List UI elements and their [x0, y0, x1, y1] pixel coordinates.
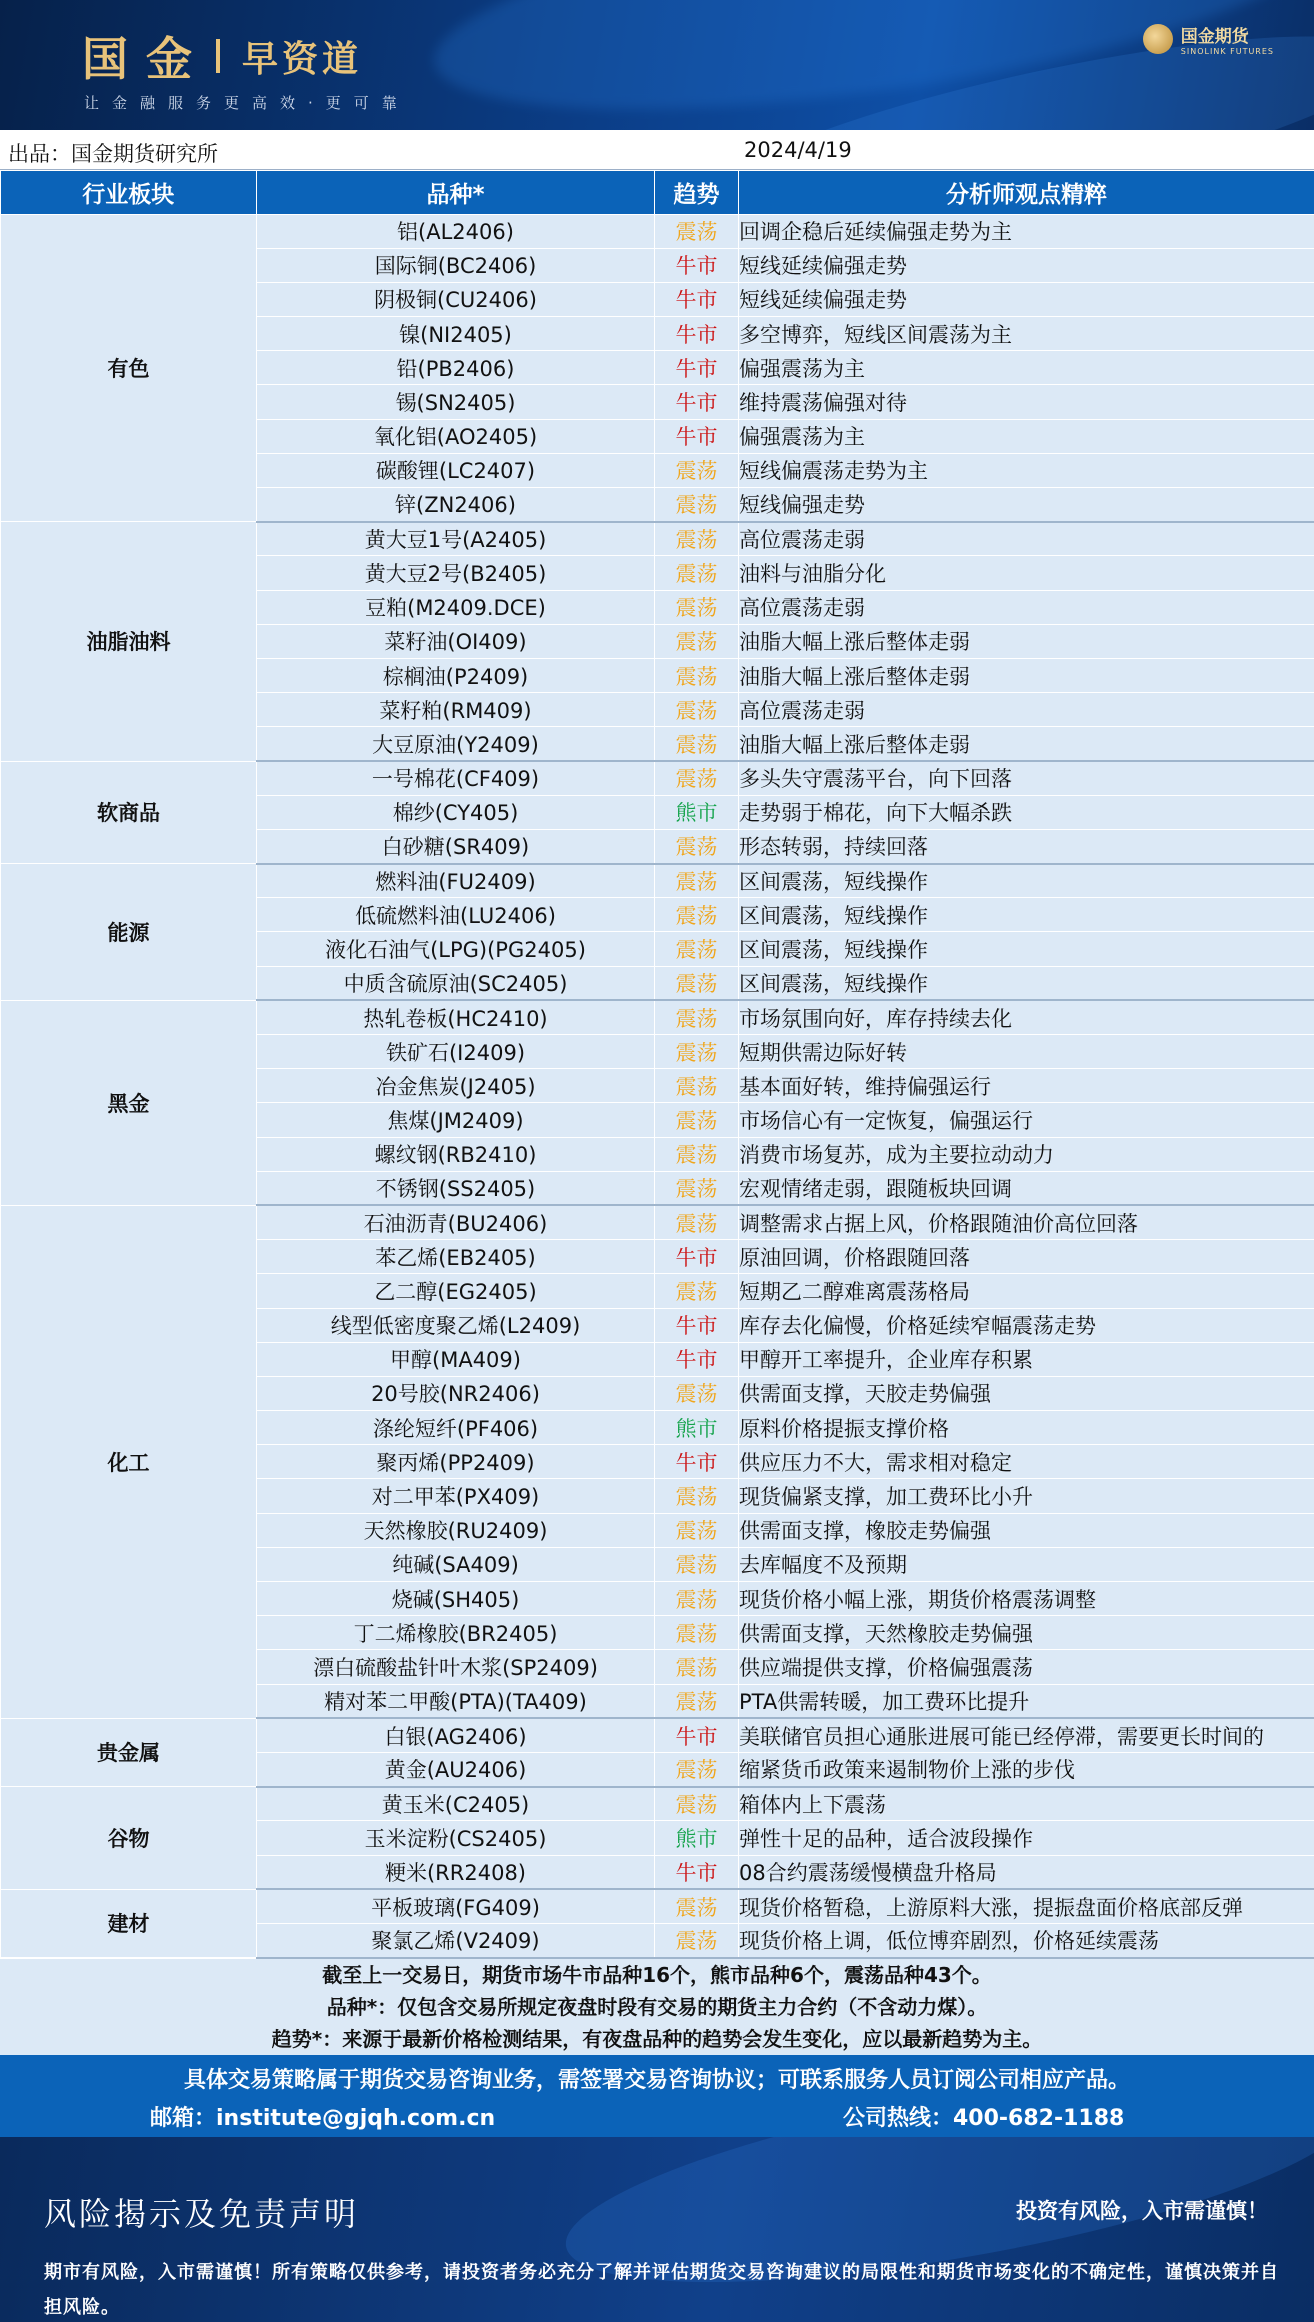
contact-hotline: 公司热线：400-682-1188	[843, 2106, 1125, 2131]
variety-cell: 玉米淀粉(CS2405)	[257, 1821, 655, 1855]
analyst-view-cell: PTA供需转暖，加工费环比提升	[739, 1684, 1314, 1718]
variety-cell: 平板玻璃(FG409)	[257, 1889, 655, 1923]
analyst-view-cell: 油脂大幅上涨后整体走弱	[739, 727, 1314, 761]
trend-cell: 震荡	[655, 693, 739, 727]
trend-cell: 牛市	[655, 1855, 739, 1889]
analyst-view-cell: 区间震荡，短线操作	[739, 864, 1314, 898]
variety-cell: 黄玉米(C2405)	[257, 1787, 655, 1821]
trend-cell: 震荡	[655, 1035, 739, 1069]
analyst-view-cell: 高位震荡走弱	[739, 522, 1314, 556]
trend-cell: 牛市	[655, 317, 739, 351]
analyst-view-cell: 多空博弈，短线区间震荡为主	[739, 317, 1314, 351]
trend-cell: 震荡	[655, 590, 739, 624]
analyst-view-cell: 偏强震荡为主	[739, 351, 1314, 385]
variety-cell: 白银(AG2406)	[257, 1718, 655, 1752]
trend-cell: 震荡	[655, 1376, 739, 1410]
analyst-view-cell: 多头失守震荡平台，向下回落	[739, 761, 1314, 795]
column-header-view: 分析师观点精粹	[739, 171, 1314, 214]
trend-cell: 牛市	[655, 1308, 739, 1342]
corner-brand-en: SINOLINK FUTURES	[1180, 47, 1274, 56]
trend-cell: 震荡	[655, 1547, 739, 1581]
variety-cell: 菜籽粕(RM409)	[257, 693, 655, 727]
disclaimer-panel	[0, 2137, 1314, 2322]
analyst-view-cell: 弹性十足的品种，适合波段操作	[739, 1821, 1314, 1855]
trend-cell: 牛市	[655, 419, 739, 453]
trend-cell: 震荡	[655, 1616, 739, 1650]
variety-cell: 粳米(RR2408)	[257, 1855, 655, 1889]
analyst-view-cell: 市场信心有一定恢复，偏强运行	[739, 1103, 1314, 1137]
trend-cell: 震荡	[655, 1684, 739, 1718]
variety-cell: 天然橡胶(RU2409)	[257, 1513, 655, 1547]
variety-cell: 大豆原油(Y2409)	[257, 727, 655, 761]
analyst-view-cell: 短线偏强走势	[739, 488, 1314, 522]
analyst-view-cell: 高位震荡走弱	[739, 693, 1314, 727]
sector-cell: 贵金属	[1, 1718, 257, 1786]
analyst-view-cell: 高位震荡走弱	[739, 590, 1314, 624]
sector-cell: 油脂油料	[1, 522, 257, 761]
table-row	[1, 1718, 1314, 1752]
variety-cell: 涤纶短纤(PF406)	[257, 1411, 655, 1445]
trend-cell: 牛市	[655, 1445, 739, 1479]
trend-cell: 牛市	[655, 1342, 739, 1376]
table-body	[1, 214, 1314, 1958]
variety-cell: 甲醇(MA409)	[257, 1342, 655, 1376]
variety-cell: 精对苯二甲酸(PTA)(TA409)	[257, 1684, 655, 1718]
variety-cell: 液化石油气(LPG)(PG2405)	[257, 932, 655, 966]
variety-cell: 聚丙烯(PP2409)	[257, 1445, 655, 1479]
variety-cell: 黄金(AU2406)	[257, 1752, 655, 1786]
analyst-view-cell: 美联储官员担心通胀进展可能已经停滞，需要更长时间的	[739, 1718, 1314, 1752]
source-label: 出品：国金期货研究所	[8, 142, 218, 166]
variety-cell: 铝(AL2406)	[257, 214, 655, 248]
analyst-view-cell: 调整需求占据上风，价格跟随油价高位回落	[739, 1205, 1314, 1239]
trend-cell: 震荡	[655, 1069, 739, 1103]
variety-cell: 漂白硫酸盐针叶木浆(SP2409)	[257, 1650, 655, 1684]
variety-cell: 苯乙烯(EB2405)	[257, 1240, 655, 1274]
strategy-table	[0, 171, 1314, 1959]
brand-divider	[216, 39, 220, 73]
table-row	[1, 1787, 1314, 1821]
trend-cell: 震荡	[655, 761, 739, 795]
header-banner	[0, 0, 1314, 130]
analyst-view-cell: 箱体内上下震荡	[739, 1787, 1314, 1821]
trend-footnote: 趋势*：来源于最新价格检测结果，有夜盘品种的趋势会发生变化，应以最新趋势为主。	[271, 2027, 1043, 2051]
trend-cell: 震荡	[655, 1171, 739, 1205]
analyst-view-cell: 油脂大幅上涨后整体走弱	[739, 624, 1314, 658]
analyst-view-cell: 供应端提供支撑，价格偏强震荡	[739, 1650, 1314, 1684]
variety-cell: 中质含硫原油(SC2405)	[257, 966, 655, 1000]
trend-cell: 震荡	[655, 1479, 739, 1513]
variety-cell: 豆粕(M2409.DCE)	[257, 590, 655, 624]
trend-cell: 牛市	[655, 248, 739, 282]
table-row	[1, 864, 1314, 898]
trend-cell: 震荡	[655, 1513, 739, 1547]
trend-cell: 震荡	[655, 966, 739, 1000]
analyst-view-cell: 基本面好转，维持偏强运行	[739, 1069, 1314, 1103]
risk-warning: 投资有风险，入市需谨慎！	[1016, 2199, 1268, 2223]
analyst-view-cell: 油脂大幅上涨后整体走弱	[739, 658, 1314, 692]
analyst-view-cell: 油料与油脂分化	[739, 556, 1314, 590]
trend-cell: 震荡	[655, 1650, 739, 1684]
variety-cell: 纯碱(SA409)	[257, 1547, 655, 1581]
trend-cell: 熊市	[655, 1821, 739, 1855]
corner-logo	[1143, 22, 1274, 56]
trend-cell: 震荡	[655, 1103, 739, 1137]
table-header-row	[1, 171, 1314, 214]
variety-cell: 一号棉花(CF409)	[257, 761, 655, 795]
variety-cell: 铁矿石(I2409)	[257, 1035, 655, 1069]
table-row	[1, 761, 1314, 795]
source-row	[0, 130, 1314, 170]
trend-cell: 震荡	[655, 1000, 739, 1034]
variety-cell: 螺纹钢(RB2410)	[257, 1137, 655, 1171]
variety-cell: 国际铜(BC2406)	[257, 248, 655, 282]
analyst-view-cell: 走势弱于棉花，向下大幅杀跌	[739, 795, 1314, 829]
variety-cell: 不锈钢(SS2405)	[257, 1171, 655, 1205]
trend-cell: 牛市	[655, 1240, 739, 1274]
variety-cell: 锡(SN2405)	[257, 385, 655, 419]
analyst-view-cell: 08合约震荡缓慢横盘升格局	[739, 1855, 1314, 1889]
analyst-view-cell: 消费市场复苏，成为主要拉动动力	[739, 1137, 1314, 1171]
trend-cell: 震荡	[655, 727, 739, 761]
variety-cell: 棉纱(CY405)	[257, 795, 655, 829]
trend-cell: 震荡	[655, 864, 739, 898]
variety-cell: 热轧卷板(HC2410)	[257, 1000, 655, 1034]
analyst-view-cell: 去库幅度不及预期	[739, 1547, 1314, 1581]
trend-cell: 震荡	[655, 829, 739, 863]
brand-logo: 国金	[82, 32, 210, 86]
analyst-view-cell: 区间震荡，短线操作	[739, 932, 1314, 966]
analyst-view-cell: 短线偏震荡走势为主	[739, 453, 1314, 487]
analyst-view-cell: 区间震荡，短线操作	[739, 966, 1314, 1000]
trend-cell: 震荡	[655, 488, 739, 522]
variety-cell: 燃料油(FU2409)	[257, 864, 655, 898]
analyst-view-cell: 原油回调，价格跟随回落	[739, 1240, 1314, 1274]
trend-cell: 震荡	[655, 214, 739, 248]
column-header-sector: 行业板块	[1, 171, 257, 214]
variety-cell: 冶金焦炭(J2405)	[257, 1069, 655, 1103]
variety-cell: 铅(PB2406)	[257, 351, 655, 385]
corner-brand-cn: 国金期货	[1180, 27, 1249, 47]
trend-cell: 震荡	[655, 453, 739, 487]
analyst-view-cell: 缩紧货币政策来遏制物价上涨的步伐	[739, 1752, 1314, 1786]
trend-cell: 震荡	[655, 624, 739, 658]
variety-cell: 菜籽油(OI409)	[257, 624, 655, 658]
brand-subtitle: 早资道	[242, 38, 363, 80]
analyst-view-cell: 供应压力不大，需求相对稳定	[739, 1445, 1314, 1479]
variety-cell: 锌(ZN2406)	[257, 488, 655, 522]
variety-cell: 对二甲苯(PX409)	[257, 1479, 655, 1513]
trend-cell: 牛市	[655, 385, 739, 419]
disclaimer-title: 风险揭示及免责声明	[44, 2195, 360, 2233]
trend-cell: 震荡	[655, 658, 739, 692]
table-row	[1, 214, 1314, 248]
sector-cell: 谷物	[1, 1787, 257, 1890]
analyst-view-cell: 甲醇开工率提升，企业库存积累	[739, 1342, 1314, 1376]
trend-cell: 震荡	[655, 1787, 739, 1821]
trend-cell: 牛市	[655, 351, 739, 385]
trend-cell: 震荡	[655, 1923, 739, 1957]
sector-cell: 有色	[1, 214, 257, 522]
table-row	[1, 1889, 1314, 1923]
analyst-view-cell: 形态转弱，持续回落	[739, 829, 1314, 863]
variety-cell: 氧化铝(AO2405)	[257, 419, 655, 453]
contact-email[interactable]: 邮箱：institute@gjqh.com.cn	[150, 2106, 496, 2131]
variety-cell: 乙二醇(EG2405)	[257, 1274, 655, 1308]
analyst-view-cell: 供需面支撑，天胶走势偏强	[739, 1376, 1314, 1410]
variety-footnote: 品种*：仅包含交易所规定夜盘时段有交易的期货主力合约（不含动力煤）。	[326, 1995, 988, 2019]
analyst-view-cell: 现货价格小幅上涨，期货价格震荡调整	[739, 1582, 1314, 1616]
analyst-view-cell: 短线延续偏强走势	[739, 282, 1314, 316]
column-header-variety: 品种*	[257, 171, 655, 214]
variety-cell: 黄大豆2号(B2405)	[257, 556, 655, 590]
contact-bar	[0, 2055, 1314, 2137]
consulting-notice: 具体交易策略属于期货交易咨询业务，需签署交易咨询协议；可联系服务人员订阅公司相应产品。	[183, 2068, 1130, 2093]
company-emblem-icon	[1143, 24, 1173, 54]
trend-cell: 震荡	[655, 1205, 739, 1239]
trend-cell: 熊市	[655, 1411, 739, 1445]
table-row	[1, 522, 1314, 556]
variety-cell: 碳酸锂(LC2407)	[257, 453, 655, 487]
brand-slogan: 让金融服务更高效·更可靠	[84, 94, 410, 112]
variety-cell: 黄大豆1号(A2405)	[257, 522, 655, 556]
variety-cell: 焦煤(JM2409)	[257, 1103, 655, 1137]
variety-cell: 聚氯乙烯(V2409)	[257, 1923, 655, 1957]
analyst-view-cell: 短线延续偏强走势	[739, 248, 1314, 282]
analyst-view-cell: 供需面支撑，天然橡胶走势偏强	[739, 1616, 1314, 1650]
variety-cell: 阴极铜(CU2406)	[257, 282, 655, 316]
analyst-view-cell: 原料价格提振支撑价格	[739, 1411, 1314, 1445]
analyst-view-cell: 现货价格暂稳，上游原料大涨，提振盘面价格底部反弹	[739, 1889, 1314, 1923]
trend-cell: 牛市	[655, 1718, 739, 1752]
analyst-view-cell: 区间震荡，短线操作	[739, 898, 1314, 932]
trend-cell: 震荡	[655, 1137, 739, 1171]
variety-cell: 低硫燃料油(LU2406)	[257, 898, 655, 932]
sector-cell: 软商品	[1, 761, 257, 864]
trend-cell: 震荡	[655, 556, 739, 590]
analyst-view-cell: 市场氛围向好，库存持续去化	[739, 1000, 1314, 1034]
variety-cell: 线型低密度聚乙烯(L2409)	[257, 1308, 655, 1342]
brand	[82, 28, 362, 84]
column-header-trend: 趋势	[655, 171, 739, 214]
analyst-view-cell: 现货偏紧支撑，加工费环比小升	[739, 1479, 1314, 1513]
sector-cell: 能源	[1, 864, 257, 1001]
trend-cell: 熊市	[655, 795, 739, 829]
disclaimer-body: 期市有风险，入市需谨慎！所有策略仅供参考，请投资者务必充分了解并评估期货交易咨询建议的局限性和期货市场变化的不确定性，谨慎决策并自担风险。	[44, 2262, 1279, 2318]
trend-cell: 震荡	[655, 1582, 739, 1616]
analyst-view-cell: 宏观情绪走弱，跟随板块回调	[739, 1171, 1314, 1205]
trend-cell: 震荡	[655, 932, 739, 966]
trend-cell: 震荡	[655, 1889, 739, 1923]
sector-cell: 化工	[1, 1205, 257, 1718]
notes-block	[0, 1959, 1314, 2055]
variety-cell: 棕榈油(P2409)	[257, 658, 655, 692]
report-date: 2024/4/19	[744, 138, 852, 162]
sector-cell: 黑金	[1, 1000, 257, 1205]
analyst-view-cell: 现货价格上调，低位博弈剧烈，价格延续震荡	[739, 1923, 1314, 1957]
market-summary: 截至上一交易日，期货市场牛市品种16个，熊市品种6个，震荡品种43个。	[322, 1963, 992, 1987]
analyst-view-cell: 供需面支撑，橡胶走势偏强	[739, 1513, 1314, 1547]
variety-cell: 白砂糖(SR409)	[257, 829, 655, 863]
sector-cell: 建材	[1, 1889, 257, 1957]
table-row	[1, 1000, 1314, 1034]
analyst-view-cell: 短期供需边际好转	[739, 1035, 1314, 1069]
variety-cell: 丁二烯橡胶(BR2405)	[257, 1616, 655, 1650]
table-row	[1, 1205, 1314, 1239]
analyst-view-cell: 回调企稳后延续偏强走势为主	[739, 214, 1314, 248]
analyst-view-cell: 维持震荡偏强对待	[739, 385, 1314, 419]
trend-cell: 牛市	[655, 282, 739, 316]
analyst-view-cell: 短期乙二醇难离震荡格局	[739, 1274, 1314, 1308]
trend-cell: 震荡	[655, 898, 739, 932]
trend-cell: 震荡	[655, 1752, 739, 1786]
variety-cell: 烧碱(SH405)	[257, 1582, 655, 1616]
analyst-view-cell: 偏强震荡为主	[739, 419, 1314, 453]
trend-cell: 震荡	[655, 522, 739, 556]
variety-cell: 20号胶(NR2406)	[257, 1376, 655, 1410]
analyst-view-cell: 库存去化偏慢，价格延续窄幅震荡走势	[739, 1308, 1314, 1342]
variety-cell: 镍(NI2405)	[257, 317, 655, 351]
trend-cell: 震荡	[655, 1274, 739, 1308]
variety-cell: 石油沥青(BU2406)	[257, 1205, 655, 1239]
